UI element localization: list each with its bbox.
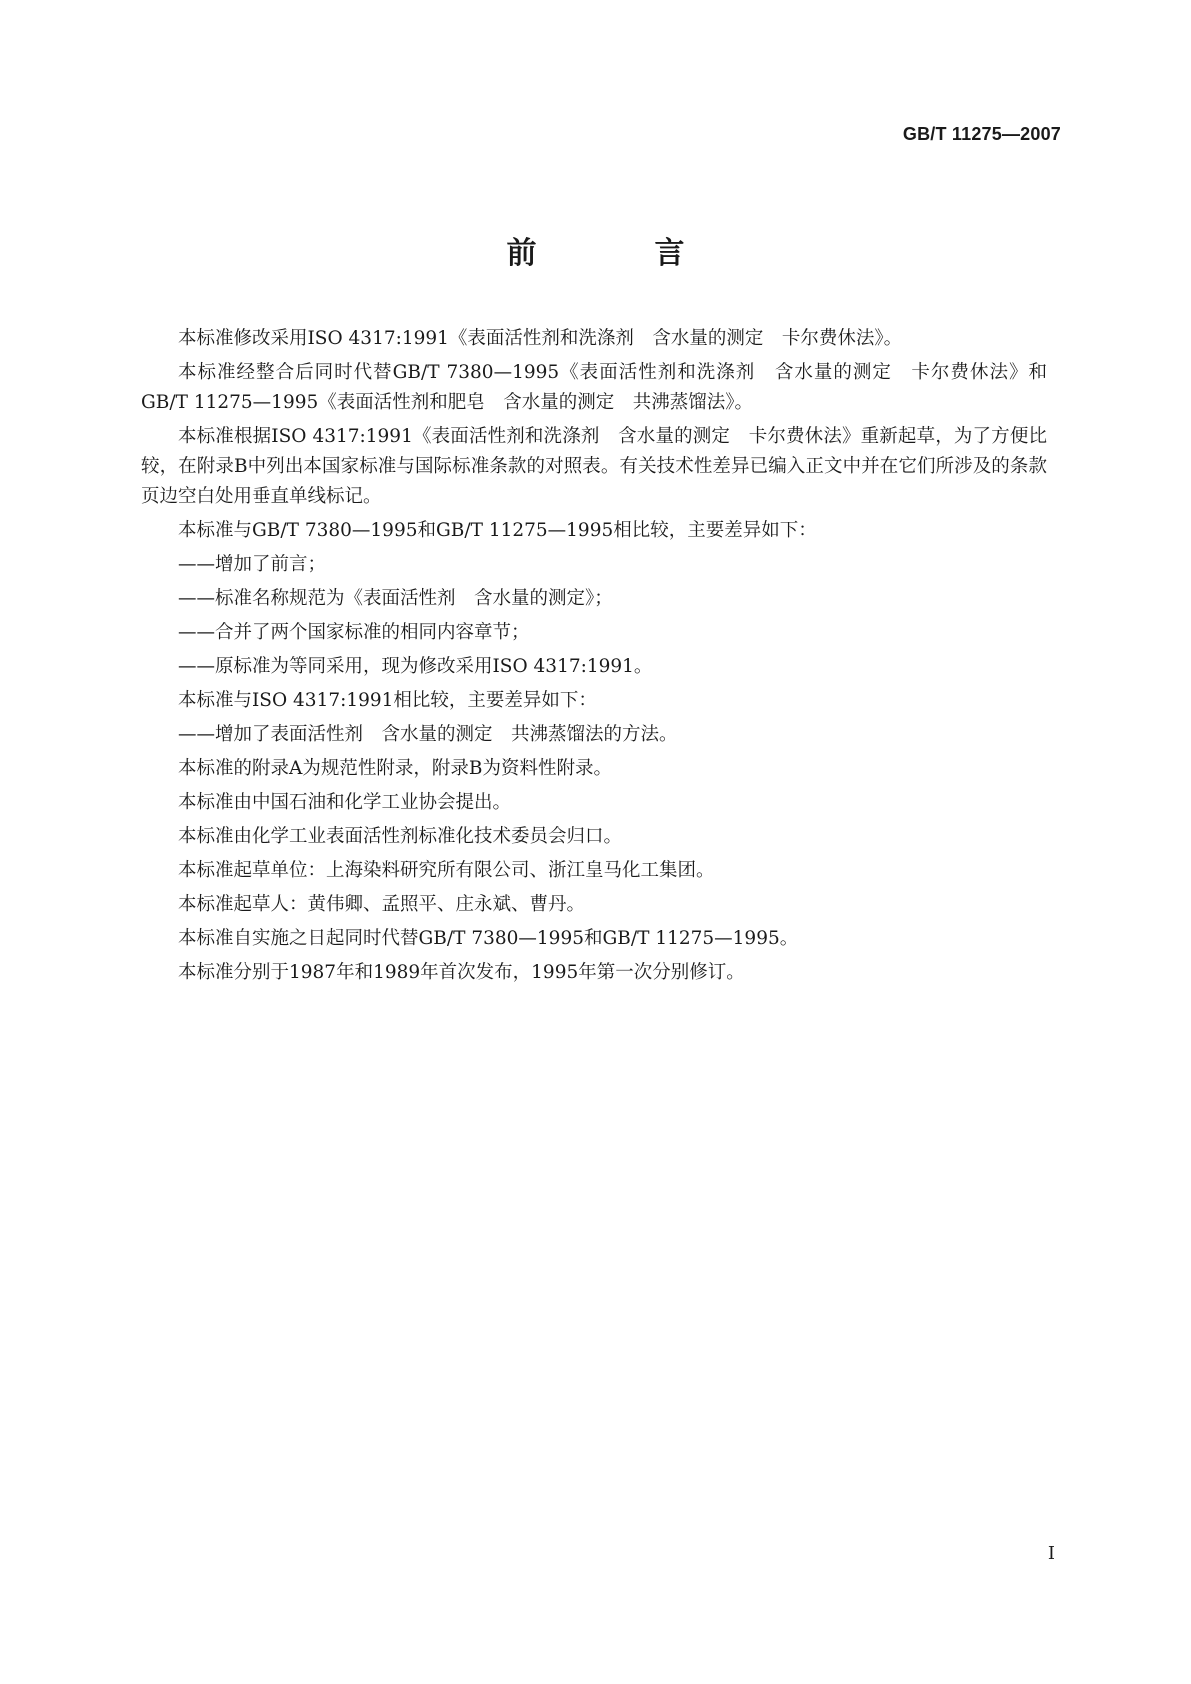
paragraph: 本标准修改采用ISO 4317:1991《表面活性剂和洗涤剂 含水量的测定 卡尔费休法》。 [178, 328, 903, 349]
paragraph: 本标准根据ISO 4317:1991《表面活性剂和洗涤剂 含水量的测定 卡尔费休法》重新起草，为了方便比较，在附录B中列出本国家标准与国际标准条款的对照表。有关技术性差异已编入正文中并在它们所涉及的条款页边空白处用垂直单线标记。 [141, 426, 1047, 507]
paragraph: 本标准与GB/T 7380—1995和GB/T 11275—1995相比较，主要差异如下： [178, 520, 817, 541]
paragraph: 本标准自实施之日起同时代替GB/T 7380—1995和GB/T 11275—1995。 [178, 928, 799, 949]
paragraph: 本标准与ISO 4317:1991相比较，主要差异如下： [178, 690, 597, 711]
paragraph: 本标准分别于1987年和1989年首次发布，1995年第一次分别修订。 [178, 962, 745, 983]
standard-code: GB/T 11275—2007 [902, 124, 1061, 144]
list-item: ——增加了前言； [178, 554, 327, 575]
page-title: 前 言 [506, 236, 729, 271]
paragraph: 本标准的附录A为规范性附录，附录B为资料性附录。 [178, 758, 612, 779]
list-item: ——原标准为等同采用，现为修改采用ISO 4317:1991。 [178, 656, 653, 677]
foreword-body [141, 324, 1047, 992]
list-item: ——标准名称规范为《表面活性剂 含水量的测定》； [178, 588, 613, 609]
list-item: ——合并了两个国家标准的相同内容章节； [178, 622, 530, 643]
paragraph: 本标准由中国石油和化学工业协会提出。 [178, 792, 512, 813]
paragraph: 本标准由化学工业表面活性剂标准化技术委员会归口。 [178, 826, 623, 847]
page-number: I [1047, 1543, 1055, 1564]
paragraph: 本标准起草人：黄伟卿、孟照平、庄永斌、曹丹。 [178, 894, 586, 915]
list-item: ——增加了表面活性剂 含水量的测定 共沸蒸馏法的方法。 [178, 724, 678, 745]
paragraph: 本标准经整合后同时代替GB/T 7380—1995《表面活性剂和洗涤剂 含水量的测定 卡尔费休法》和GB/T 11275—1995《表面活性剂和肥皂 含水量的测定 共沸蒸馏法》。 [141, 362, 1047, 413]
paragraph: 本标准起草单位：上海染料研究所有限公司、浙江皇马化工集团。 [178, 860, 715, 881]
